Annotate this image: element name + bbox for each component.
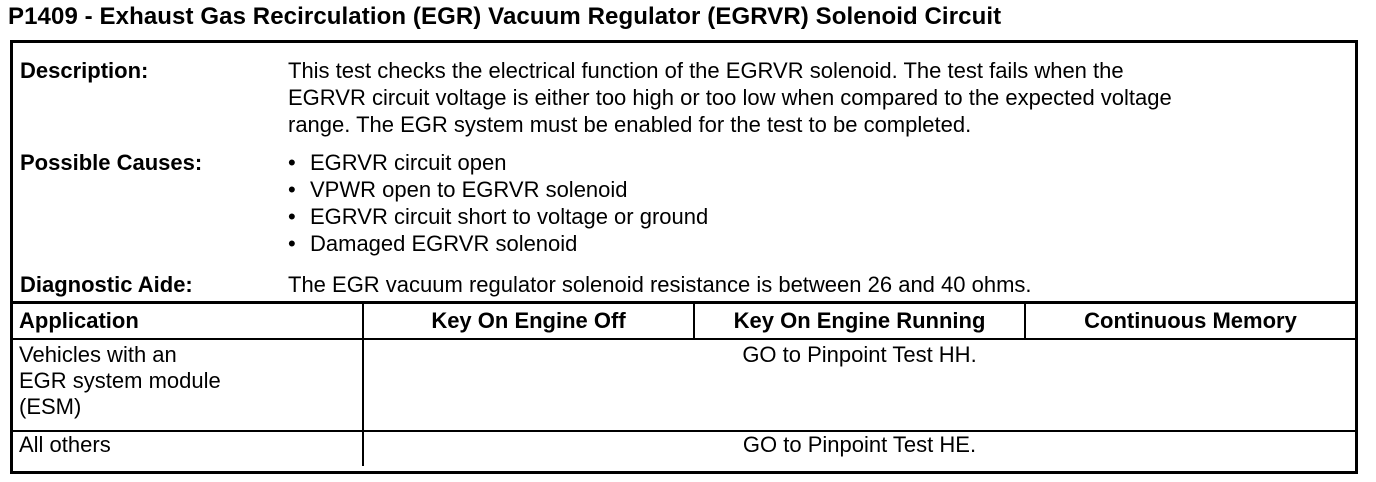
diagnostic-aide-label: Diagnostic Aide:: [20, 272, 193, 297]
bullet-icon: •: [288, 177, 296, 202]
list-item: • Damaged EGRVR solenoid: [288, 231, 578, 256]
application-cell: All others: [13, 431, 363, 466]
application-cell: Vehicles with an EGR system module (ESM): [13, 339, 363, 431]
header-key-on-engine-running: Key On Engine Running: [694, 303, 1025, 340]
description-text: [288, 57, 1348, 138]
page-title: P1409 - Exhaust Gas Recirculation (EGR) Vacuum Regulator (EGRVR) Solenoid Circuit: [8, 3, 1002, 30]
diagnostic-table: [10, 40, 1358, 474]
header-continuous-memory: Continuous Memory: [1025, 303, 1355, 340]
diagnostic-aide-text: The EGR vacuum regulator solenoid resistance is between 26 and 40 ohms.: [288, 272, 1032, 297]
application-table: [13, 301, 1355, 466]
table-header-row: [13, 303, 1355, 340]
description-label: Description:: [20, 58, 149, 83]
possible-causes-list: [288, 149, 1348, 257]
action-cell: GO to Pinpoint Test HE.: [363, 431, 1355, 466]
description-line: This test checks the electrical function of the EGRVR solenoid. The test fails when the: [288, 58, 1124, 83]
list-item: • EGRVR circuit short to voltage or ground: [288, 204, 709, 229]
list-item: • VPWR open to EGRVR solenoid: [288, 177, 628, 202]
possible-causes-label: Possible Causes:: [20, 150, 203, 175]
list-item: • EGRVR circuit open: [288, 150, 507, 175]
description-line: EGRVR circuit voltage is either too high or too low when compared to the expected voltage: [288, 85, 1172, 110]
action-cell: GO to Pinpoint Test HH.: [363, 339, 1355, 431]
description-line: range. The EGR system must be enabled for the test to be completed.: [288, 112, 972, 137]
bullet-icon: •: [288, 231, 296, 256]
bullet-icon: •: [288, 150, 296, 175]
table-row: [13, 431, 1355, 466]
header-application: Application: [13, 303, 363, 340]
table-row: [13, 339, 1355, 431]
info-section: [13, 43, 1355, 301]
bullet-icon: •: [288, 204, 296, 229]
header-key-on-engine-off: Key On Engine Off: [363, 303, 694, 340]
